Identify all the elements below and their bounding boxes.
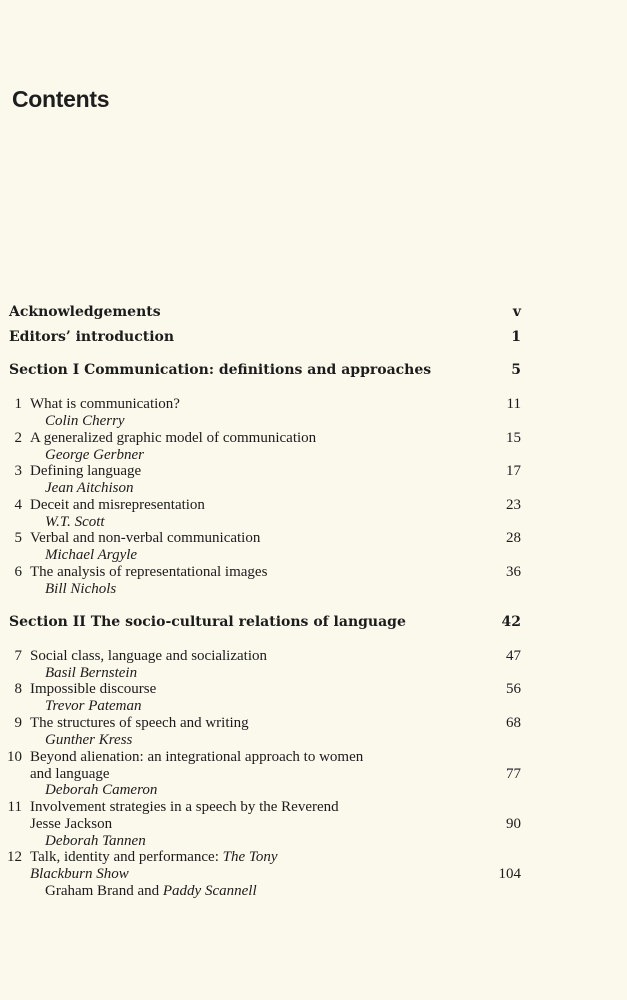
chapter-number: 2 — [14, 430, 22, 446]
chapter-title-line1: Involvement strategies in a speech by the Reverend — [30, 799, 339, 815]
chapter-number: 9 — [14, 715, 22, 731]
chapter-title-continuation — [0, 865, 627, 883]
chapter-title: A generalized graphic model of communication — [30, 430, 317, 446]
chapter-number: 1 — [14, 396, 22, 412]
author-name: Colin Cherry — [45, 413, 125, 429]
chapter-page: 68 — [506, 715, 521, 731]
toc-chapter-6[interactable] — [0, 563, 627, 581]
chapter-number: 11 — [7, 799, 22, 815]
author-name: Bill Nichols — [45, 581, 117, 597]
toc-entry-acknowledgements[interactable] — [0, 303, 627, 321]
author-italic: Paddy Scannell — [162, 883, 257, 899]
section-page: 5 — [511, 362, 521, 378]
section-title: Section I Communication: definitions and approaches — [9, 362, 432, 378]
chapter-title-line2: and language — [30, 766, 110, 782]
toc-section-1[interactable] — [0, 361, 627, 379]
author-name: Gunther Kress — [45, 732, 133, 748]
entry-page: 1 — [511, 329, 521, 345]
toc-section-2[interactable] — [0, 613, 627, 631]
author-name: Deborah Tannen — [45, 833, 146, 849]
chapter-page: 90 — [506, 816, 521, 832]
chapter-author — [0, 731, 627, 749]
toc-chapter-10[interactable] — [0, 748, 627, 766]
section-title: Section II The socio-cultural relations of language — [9, 614, 406, 630]
author-plain: Graham Brand and — [45, 883, 163, 899]
chapter-title: Deceit and misrepresentation — [30, 497, 205, 513]
chapter-page: 28 — [506, 530, 521, 546]
chapter-title-line1 — [30, 848, 278, 866]
chapter-title: What is communication? — [30, 396, 180, 412]
title-plain: Talk, identity and performance: — [30, 849, 223, 865]
chapter-title: Defining language — [30, 463, 142, 479]
toc-chapter-7[interactable] — [0, 647, 627, 665]
section-page: 42 — [501, 614, 521, 630]
chapter-page: 77 — [506, 766, 521, 782]
entry-page: v — [512, 304, 521, 320]
chapter-author — [0, 479, 627, 497]
toc-chapter-2[interactable] — [0, 429, 627, 447]
toc-chapter-1[interactable] — [0, 395, 627, 413]
chapter-author — [0, 882, 627, 900]
chapter-number: 12 — [7, 849, 22, 865]
page-title: Contents — [12, 86, 110, 112]
author-name: Michael Argyle — [45, 547, 138, 563]
toc-chapter-9[interactable] — [0, 714, 627, 732]
chapter-page: 17 — [506, 463, 521, 479]
chapter-number: 7 — [14, 648, 22, 664]
author-name: Trevor Pateman — [45, 698, 142, 714]
title-italic: The Tony — [222, 849, 278, 865]
toc-chapter-4[interactable] — [0, 496, 627, 514]
toc-chapter-12[interactable] — [0, 848, 627, 866]
entry-title: Acknowledgements — [9, 304, 161, 320]
chapter-title-line1: Beyond alienation: an integrational approach to women — [30, 749, 364, 765]
toc-chapter-3[interactable] — [0, 462, 627, 480]
toc-chapter-8[interactable] — [0, 680, 627, 698]
chapter-page: 47 — [506, 648, 521, 664]
chapter-title-line2: Blackburn Show — [30, 866, 129, 882]
author-name: George Gerbner — [45, 447, 145, 463]
chapter-author — [0, 580, 627, 598]
chapter-author — [0, 697, 627, 715]
toc-entry-editors-introduction[interactable] — [0, 328, 627, 346]
toc-chapter-11[interactable] — [0, 798, 627, 816]
chapter-title: The analysis of representational images — [30, 564, 268, 580]
chapter-title: The structures of speech and writing — [30, 715, 249, 731]
author-names — [45, 882, 257, 900]
chapter-number: 3 — [14, 463, 22, 479]
chapter-page: 15 — [506, 430, 521, 446]
chapter-title: Impossible discourse — [30, 681, 157, 697]
chapter-number: 10 — [7, 749, 22, 765]
chapter-number: 5 — [14, 530, 22, 546]
chapter-title: Verbal and non-verbal communication — [30, 530, 261, 546]
chapter-title: Social class, language and socialization — [30, 648, 268, 664]
chapter-number: 4 — [14, 497, 22, 513]
chapter-page: 56 — [506, 681, 521, 697]
author-name: Jean Aitchison — [45, 480, 134, 496]
chapter-number: 6 — [14, 564, 22, 580]
chapter-page: 11 — [506, 396, 521, 412]
author-name: Basil Bernstein — [45, 665, 138, 681]
author-name: Deborah Cameron — [45, 782, 158, 798]
author-name: W.T. Scott — [45, 514, 105, 530]
chapter-title-line2: Jesse Jackson — [30, 816, 113, 832]
chapter-author — [0, 781, 627, 799]
chapter-page: 104 — [498, 866, 521, 882]
chapter-page: 36 — [506, 564, 521, 580]
entry-title: Editors’ introduction — [9, 329, 175, 345]
chapter-author — [0, 412, 627, 430]
chapter-title-continuation — [0, 815, 627, 833]
chapter-page: 23 — [506, 497, 521, 513]
chapter-number: 8 — [14, 681, 22, 697]
toc-chapter-5[interactable] — [0, 529, 627, 547]
chapter-author — [0, 546, 627, 564]
